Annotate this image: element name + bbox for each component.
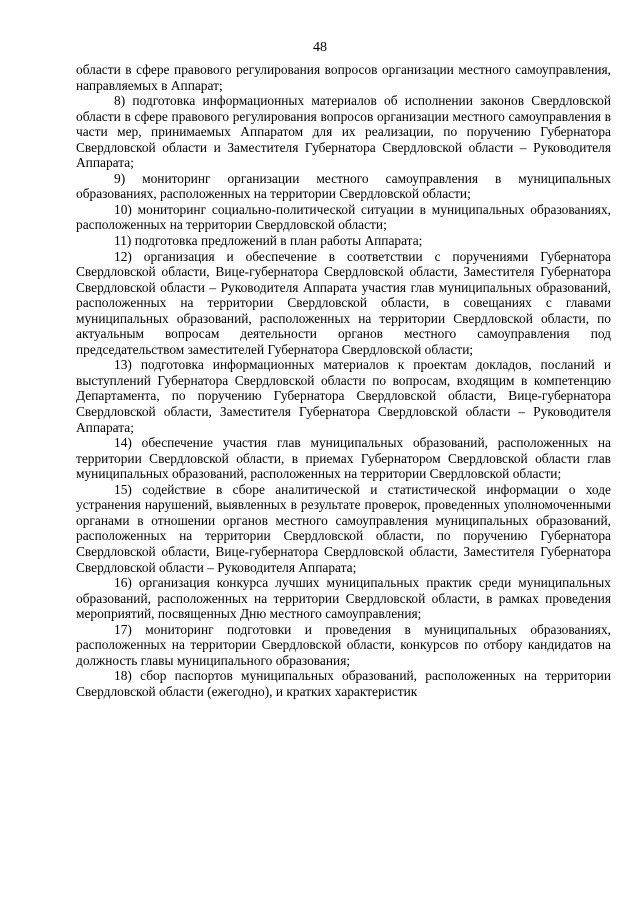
list-item-13: 13) подготовка информационных материалов к проектам докладов, посланий и выступлений Губернатора Свердловской области по вопросам, входящим в компетенцию Департамента, по поручению Губернатора Свердловской области, Вице-губернатора Свердловской области, Заместителя Губернатора Свердловской области – Руководителя Аппарата; [76,357,611,435]
document-body [76,62,611,699]
list-item-11: 11) подготовка предложений в план работы Аппарата; [114,233,423,249]
page-number: 48 [313,40,327,55]
list-item-15: 15) содействие в сборе аналитической и статистической информации о ходе устранения нарушений, выявленных в результате проверок, проведенных уполномоченными органами в отношении органов местного самоуправления муниципальных образований, расположенных на территории Свердловской области, по поручению Губернатора Свердловской области, Вице-губернатора Свердловской области, Заместителя Губернатора Свердловской области – Руководителя Аппарата; [76,481,611,575]
list-item-8: 8) подготовка информационных материалов об исполнении законов Свердловской области в сфере правового регулирования вопросов организации местного самоуправления в части мер, принимаемых Аппаратом для их реализации, по поручению Губернатора Свердловской области и Заместителя Губернатора Свердловской области – Руководителя Аппарата; [76,93,611,171]
list-item-9: 9) мониторинг организации местного самоуправления в муниципальных образованиях, расположенных на территории Свердловской области; [76,170,611,202]
list-item-16: 16) организация конкурса лучших муниципальных практик среди муниципальных образований, расположенных на территории Свердловской области, в рамках проведения мероприятий, посвященных Дню местного самоуправления; [76,575,611,622]
paragraph-continuation: области в сфере правового регулирования вопросов организации местного самоуправления, направляемых в Аппарат; [76,62,611,93]
list-item-18: 18) сбор паспортов муниципальных образований, расположенных на территории Свердловской области (ежегодно), и кратких характеристик [76,668,611,699]
list-item-14: 14) обеспечение участия глав муниципальных образований, расположенных на территории Свердловской области, в приемах Губернатором Свердловской области глав муниципальных образований, расположенных на территории Свердловской области; [76,435,611,482]
list-item-12: 12) организация и обеспечение в соответствии с поручениями Губернатора Свердловской области, Вице-губернатора Свердловской области, Заместителя Губернатора Свердловской области – Руководителя Аппарата участия глав муниципальных образований, расположенных на территории Свердловской области, в совещаниях с главами муниципальных образований, расположенных на территории Свердловской области, по актуальным вопросам деятельности органов местного самоуправления под председательством заместителей Губернатора Свердловской области; [76,248,611,357]
list-item-17: 17) мониторинг подготовки и проведения в муниципальных образованиях, расположенных на территории Свердловской области, конкурсов по отбору кандидатов на должность главы муниципального образования; [76,621,611,668]
list-item-10: 10) мониторинг социально-политической ситуации в муниципальных образованиях, расположенных на территории Свердловской области; [76,201,611,233]
